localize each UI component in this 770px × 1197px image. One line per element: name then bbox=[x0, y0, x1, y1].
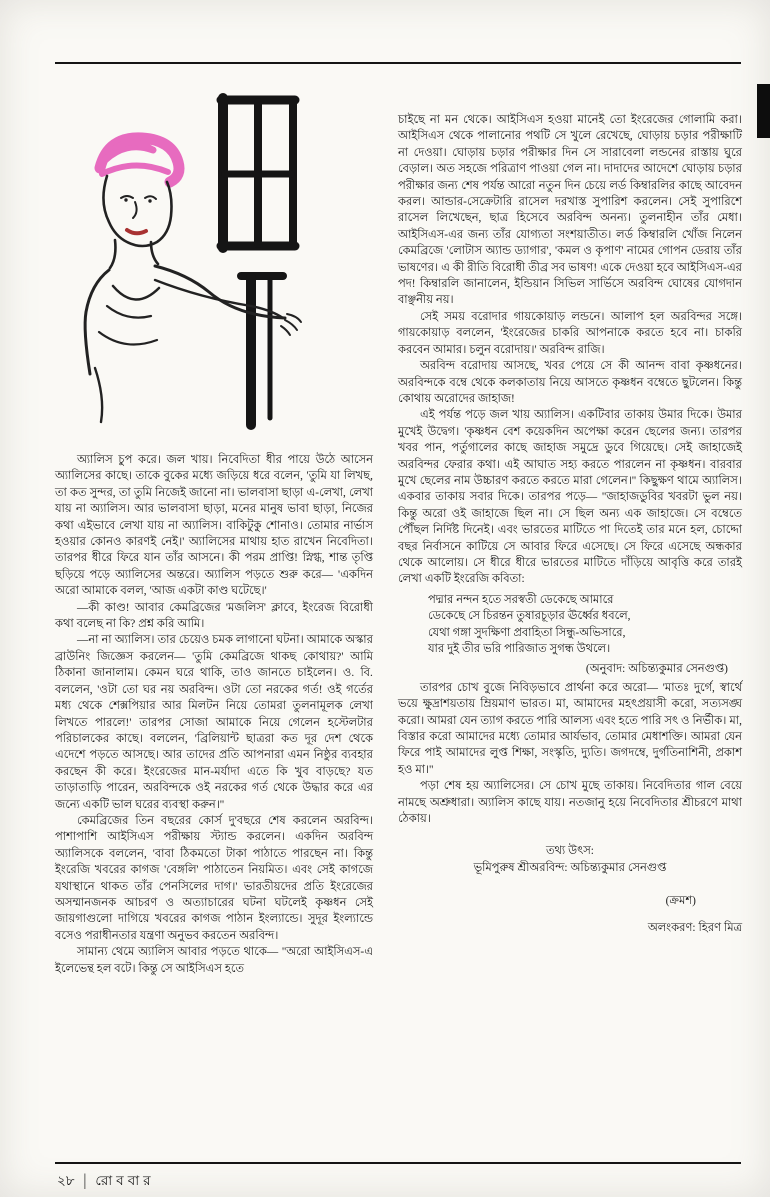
source-label: তথ্য উৎস: bbox=[545, 845, 595, 858]
source-block bbox=[398, 843, 742, 877]
body-paragraph: অ্যালিস চুপ করে। জল খায়। নিবেদিতা ধীর পায়ে উঠে আসেন অ্যালিসের কাছে। তাকে বুকের মধ্যে জড়িয়ে ধরে বলেন, 'তুমি যা লিখছ, তা কত সুন্দর, তা তুমি নিজেই জানো না। ভালবাসা ছাড়া এ-লেখা, লেখা যায় না অ্যালিস। আর ভালবাসা ছাড়া, মনের মানুষ ভাবা ছাড়া, নিজের কথা এইভাবে লেখা যায় না অ্যালিস। বাকিটুকু শোনাও। তোমার নার্ভাস হওয়ার কোনও কারণই নেই।' অ্যালিসের মাথায় হাত রাখেন নিবেদিতা। তারপর ধীরে ফিরে যান তাঁর আসনে। কী পরম প্রাপ্তি! স্নিগ্ধ, শান্ত তৃপ্তি ছড়িয়ে পড়ে অ্যালিসের অন্তরে। অ্যালিস পড়তে শুরু করে— 'একদিন অরো আমাকে বলল, 'আজ একটা কাণ্ড ঘটেছে।' bbox=[55, 454, 373, 598]
footer-divider: | bbox=[83, 1171, 87, 1190]
woman-window-sketch-illustration bbox=[55, 80, 385, 445]
pink-hair-scribble bbox=[100, 138, 179, 182]
body-paragraph: পড়া শেষ হয় অ্যালিসের। সে চোখ মুছে তাকায়। নিবেদিতার গাল বেয়ে নামছে অশ্রুধারা। অ্যালিস কাছে যায়। নতজানু হয়ে নিবেদিতার শ্রীচরণে মাথা ঠেকায়। bbox=[398, 780, 742, 826]
body-paragraph: কেমব্রিজের তিন বছরের কোর্স দু'বছরে শেষ করলেন অরবিন্দ। পাশাপাশি আইসিএস পরীক্ষায় স্ট্যান্ড করলেন। একদিন অরবিন্দ অ্যালিসকে বললেন, 'বাবা ঠিকমতো টাকা পাঠাতে পারছেন না। কিন্তু ইংরেজি খবরের কাগজ 'বেঙ্গলি' পাঠাতেন নিয়মিত। এবং সেই কাগজে যথাস্থানে থাকত তাঁর পেনসিলের দাগ।' ভারতীয়দের প্রতি ইংরেজের অসম্মানজনক আচরণ ও অত্যাচারের ঘটনা ঘটলেই কৃষ্ণধন সেই জায়গাগুলো দাগিয়ে খবরের কাগজ পাঠান ইংল্যান্ডে। সুদূর ইংল্যান্ডে বসেও পরাধীনতার যন্ত্রণা অনুভব করতেন অরবিন্দ। bbox=[55, 814, 373, 942]
source-title: ভূমিপুরুষ শ্রীঅরবিন্দ: অচিন্ত্যকুমার সেনগুপ্ত bbox=[473, 862, 667, 875]
body-paragraph: অরবিন্দ বরোদায় আসছে, খবর পেয়ে সে কী আনন্দ বাবা কৃষ্ণধনের। অরবিন্দকে বম্বে থেকে কলকাতায় নিয়ে আসতে কৃষ্ণধন বম্বেতে ছুটলেন। কিন্তু কোথায় অরোদের জাহাজ! bbox=[398, 360, 742, 405]
page-footer bbox=[57, 1170, 155, 1193]
body-paragraph: সামান্য থেমে অ্যালিস আবার পড়তে থাকে— ''অরো আইসিএস-এ ইলেভেন্থ হল বটে। কিন্তু সে আইসিএস হতে bbox=[55, 946, 373, 975]
illustration-credit: অলংকরণ: হিরণ মিত্র bbox=[647, 921, 742, 934]
body-paragraph: তারপর চোখ বুজে নিবিড়ভাবে প্রার্থনা করে অরো— 'মাতঃ দুর্গে, স্বার্থে ভয়ে ক্ষুদ্রাশয়তায় ম্রিয়মাণ ভারত। মা, আমাদের মহৎপ্রয়াসী করো, সত্যসঙ্ঘ করো। আমরা যেন ত্যাগ করতে পারি আলস্য এবং হতে পারি সৎ ও নির্ভীক। মা, বিস্তার করো আমাদের মধ্যে তোমার আর্যভাব, তোমার মেধাশক্তি। আমরা যেন ফিরে পাই আমাদের লুপ্ত শিক্ষা, সংস্কৃতি, দ্যুতি। জগদম্বে, দুর্গতিনাশিনী, প্রকাশ হও মা।'' bbox=[398, 681, 742, 776]
magazine-name: রোববার bbox=[95, 1173, 155, 1188]
sketch-svg bbox=[55, 80, 385, 445]
window-panes bbox=[221, 98, 295, 425]
poem-block bbox=[428, 592, 742, 658]
dialogue-paragraph: —কী কাণ্ড! আবার কেমব্রিজের 'মজলিস' ক্লাবে, ইংরেজ বিরোধী কথা বলেছ না কি? প্রশ্ন করি আমি। bbox=[55, 601, 373, 631]
top-rule bbox=[55, 62, 741, 64]
poem-line: পদ্মার নন্দন হতে সরস্বতী ডেকেছে আমারে bbox=[428, 593, 614, 606]
poem-line: যেথা গঙ্গা সুদক্ষিণা প্রবাহিতা সিন্ধু-অভিসারে, bbox=[428, 626, 626, 639]
poem-line: যার দুই তীর ভরি পারিজাত সুগন্ধ উথলে। bbox=[428, 643, 611, 655]
body-paragraph: সেই সময় বরোদার গায়কোয়াড় লন্ডনে। আলাপ হল অরবিন্দর সঙ্গে। গায়কোয়াড় বললেন, 'ইংরেজের চাকরি আপনাকে করতে হবে না। চাকরি করবেন আমার। চলুন বরোদায়।' অরবিন্দ রাজি। bbox=[398, 310, 742, 356]
left-text-column bbox=[55, 452, 373, 977]
page-number: ২৮ bbox=[57, 1173, 75, 1188]
body-paragraph: চাইছে না মন থেকে। আইসিএস হওয়া মানেই তো ইংরেজের গোলামি করা। আইসিএস থেকে পালানোর পথটি সে খুলে রেখেছে, ঘোড়ায় চড়ার পরীক্ষাটি না দেওয়া। ঘোড়ায় চড়ার পরীক্ষার দিন সে সারাবেলা লন্ডনের রাস্তায় ঘুরে বেড়াল। অত সহজে পরিত্রাণ পাওয়া গেল না। দাদাদের আদেশে ঘোড়ায় চড়ার পরীক্ষার জন্য শেষ পর্যন্ত আরো নতুন দিন চেয়ে লর্ড কিম্বারলির কাছে আবেদন করল। আন্ডার-সেক্রেটারি রাসেল দরখাস্ত সুপারিশ করলেন। সেই সুপারিশে রাসেল লিখেছেন, ছাত্র হিসেবে অরবিন্দ অনন্য। তুলনাহীন তাঁর মেধা। আইসিএস-এর জন্য তাঁর যোগ্যতা সংশয়াতীত। লর্ড কিম্বারলি খোঁজ নিলেন কেমব্রিজে 'লোটাস অ্যান্ড ড্যাগার', 'কমল ও কৃপাণ' নামের গোপন ডেরায় তাঁর ভাষণের। এ কী রীতি বিরোধী তীব্র সব ভাষণ! একে দেওয়া হবে আইসিএস-এর পদ! কিম্বারলি জানালেন, ইন্ডিয়ান সিভিল সার্ভিসে অরবিন্দ ঘোষের যোগদান বাঞ্ছনীয় নয়। bbox=[398, 114, 742, 307]
translator-credit: (অনুবাদ: অচিন্ত্যকুমার সেনগুপ্ত) bbox=[585, 663, 728, 676]
bottom-rule bbox=[55, 1162, 741, 1164]
dialogue-paragraph: —না না অ্যালিস। তার চেয়েও চমক লাগানো ঘটনা। আমাকে অস্কার ব্রাউনিং জিজ্ঞেস করলেন— 'তুমি কেমব্রিজে থাকছ কোথায়?' আমি ঠিকানা জানালাম। কেমন ঘরে থাকি, তাও জানতে চাইলেন। ও. বি. বললেন, 'ওটা তো ঘর নয় অরবিন্দ। ওটা তো নরকের গর্ত! ওই গর্তের মধ্য থেকে শেক্সপিয়ার আর মিলটন নিয়ে তোমরা তুলনামূলক লেখা লিখতে পারলে!' তারপর সোজা আমাকে নিয়ে গেলেন হস্টেলটার পরিচালকের কাছে। বললেন, 'ব্রিলিয়ান্ট ছাত্ররা কত দূর দেশ থেকে এদেশে পড়তে আসছে। আর তাদের প্রতি আপনারা এমন নিষ্ঠুর ব্যবহার করছেন কী করে। ইংরেজের মান-মর্যাদা এতে কি খুব বাড়ছে? যত তাড়াতাড়ি পারেন, অরবিন্দকে ওই নরকের গর্ত থেকে উদ্ধার করে এর জন্যে একটি ভাল ঘরের ব্যবস্থা করুন।'' bbox=[55, 634, 373, 811]
page-edge-tab bbox=[757, 84, 770, 138]
body-paragraph: এই পর্যন্ত পড়ে জল খায় অ্যালিস। একটিবার তাকায় উমার দিকে। উমার মুখেই উদ্বেগ। 'কৃষ্ণধন বেশ কয়েকদিন অপেক্ষা করেন ছেলের জন্য। তারপর খবর পান, পর্তুগালের কাছে জাহাজ সমুদ্রে ডুবে গিয়েছে। সেই জাহাজেই অরবিন্দর ফেরার কথা। এই আঘাত সহ্য করতে পারলেন না কৃষ্ণধন। বারবার মুখে ছেলের নাম উচ্চারণ করতে করতে মারা গেলেন।'' কিছুক্ষণ থামে অ্যালিস। একবার তাকায় সবার দিকে। তারপর পড়ে— ''জাহাজডুবির খবরটা ভুল নয়। কিন্তু অরো ওই জাহাজে ছিল না। সে ছিল অন্য এক জাহাজে। সে বম্বেতে পৌঁছল নির্দিষ্ট দিনেই। এবং ভারতের মাটিতে পা দিতেই তার মনে হল, চোদ্দো বছর নির্বাসনে কাটিয়ে সে আবার ফিরে এসেছে। সে ফিরে এসেছে অন্ধকার থেকে আলোয়। সে ধীরে ধীরে ভারতের মাটিতে দাঁড়িয়ে আবৃত্তি করে তারই লেখা একটি ইংরেজি কবিতা: bbox=[398, 409, 742, 586]
right-text-column bbox=[398, 112, 742, 936]
continuation-mark: (ক্রমশ) bbox=[665, 895, 696, 908]
poem-line: ডেকেছে সে চিরন্তন তুষারচূড়ার ঊর্ধ্বের ধবলে, bbox=[428, 610, 631, 623]
